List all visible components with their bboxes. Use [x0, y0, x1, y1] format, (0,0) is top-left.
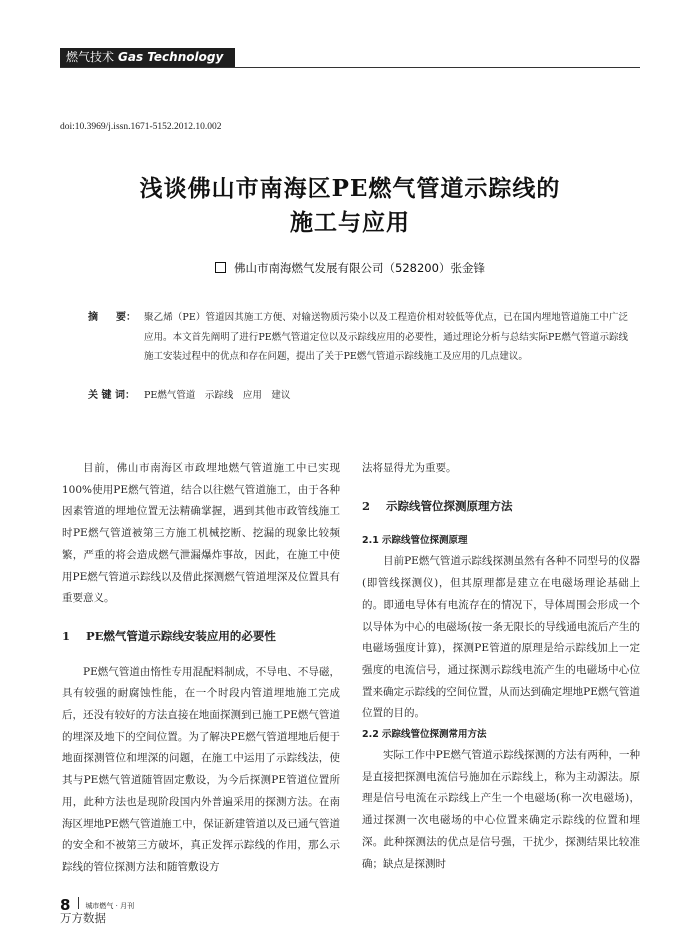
header-rule: [60, 67, 640, 68]
section-1-heading: [62, 626, 340, 648]
body-column-right: [362, 458, 640, 875]
journal-name: 城市燃气 · 月刊: [85, 902, 135, 910]
body-column-left: [62, 458, 340, 879]
continued-paragraph: 法将显得尤为重要。: [362, 462, 457, 474]
subsection-2-2-number: 2.2: [362, 729, 379, 741]
section-2-heading: [362, 496, 640, 518]
author-affiliation: 佛山市南海燃气发展有限公司（528200）张金锋: [234, 261, 485, 275]
section-1-title: PE燃气管道示踪线安装应用的必要性: [86, 628, 276, 643]
subsection-2-2-title: 示踪线管位探测常用方法: [382, 729, 487, 741]
section-2-number: 2: [362, 498, 371, 513]
page-number: 8: [60, 896, 71, 914]
footer-divider: [78, 897, 79, 909]
section-header-cn: 燃气技术: [66, 50, 115, 64]
keywords-text: PE燃气管道 示踪线 应用 建议: [144, 390, 291, 401]
keywords-label: 关 键 词：: [88, 390, 135, 401]
subsection-2-1-title: 示踪线管位探测原理: [382, 535, 468, 547]
square-bullet-icon: [215, 262, 226, 273]
abstract-label-char-2: 要：: [116, 312, 136, 323]
author-line: [60, 260, 640, 276]
watermark: 万方数据: [60, 911, 106, 925]
abstract: [88, 308, 628, 367]
abstract-label-char-1: 摘: [88, 312, 98, 323]
subsection-2-1-paragraph: 目前PE燃气管道示踪线探测虽然有各种不同型号的仪器(即管线探测仪)，但其原理都是建立在电磁场理论基础上的。即通电导体有电流存在的情况下，导体周围会形成一个以导体为中心的电磁场(按一条无限长的导线通电流后产生的电磁场强度计算)，探测PE管道的原理是给示踪线加上一定强度的电流信号，通过探测示踪线电流产生的电磁场中心位置来确定示踪线的空间位置，从而达到确定埋地PE燃气管道位置的目的。: [362, 555, 640, 720]
article-title-line-2: 施工与应用: [290, 209, 410, 236]
subsection-2-1-heading: [362, 531, 640, 551]
doi: doi:10.3969/j.issn.1671-5152.2012.10.002: [60, 122, 222, 132]
section-1-number: 1: [62, 628, 71, 643]
intro-paragraph: 目前，佛山市南海区市政埋地燃气管道施工中已实现100%使用PE燃气管道，结合以往燃气管道施工，由于各种因素管道的埋地位置无法精确掌握，遇到其他市政管线施工时PE燃气管道被第三方施工机械挖断、挖漏的现象比较频繁，严重的将会造成燃气泄漏爆炸事故，因此，在施工中使用PE燃气管道示踪线以及借此探测燃气管道埋深及位置具有重要意义。: [62, 462, 340, 605]
abstract-label: [88, 308, 144, 328]
section-header-en: Gas Technology: [118, 50, 224, 64]
abstract-text: 聚乙烯（PE）管道因其施工方便、对输送物质污染小以及工程造价相对较低等优点，已在国内埋地管道施工中广泛应用。本文首先阐明了进行PE燃气管道定位以及示踪线应用的必要性，通过理论分析与总结实际PE燃气管道示踪线施工安装过程中的优点和存在问题，提出了关于PE燃气管道示踪线施工及应用的几点建议。: [144, 312, 628, 362]
subsection-2-2-heading: [362, 725, 640, 745]
subsection-2-2-paragraph: 实际工作中PE燃气管道示踪线探测的方法有两种，一种是直接把探测电流信号施加在示踪线上，称为主动源法。原理是信号电流在示踪线上产生一个电磁场(称一次电磁场)，通过探测一次电磁场的中心位置来确定示踪线的位置和埋深。此种探测法的优点是信号强，干扰少，探测结果比较准确；缺点是探测时: [362, 749, 640, 870]
section-1-paragraph: PE燃气管道由惰性专用混配料制成，不导电、不导磁，具有较强的耐腐蚀性能，在一个时段内管道埋地施工完成后，还没有较好的方法直接在地面探测到已施工PE燃气管道的埋深及地下的空间位置。为了解决PE燃气管道埋地后便于地面探测管位和埋深的问题，在施工中运用了示踪线法，使其与PE燃气管道随管固定敷设，为今后探测PE管道位置所用，此种方法也是现阶段国内外普遍采用的探测方法。在南海区埋地PE燃气管道施工中，保证新建管道以及已通气管道的安全和不被第三方破坏，真正发挥示踪线的作用，那么示踪线的管位探测方法和随管敷设方: [62, 665, 340, 873]
subsection-2-1-number: 2.1: [362, 535, 379, 547]
article-title-line-1: 浅谈佛山市南海区PE燃气管道示踪线的: [139, 175, 561, 202]
keywords: [88, 386, 628, 405]
section-header-badge: [60, 48, 235, 67]
section-2-title: 示踪线管位探测原理方法: [386, 498, 513, 513]
